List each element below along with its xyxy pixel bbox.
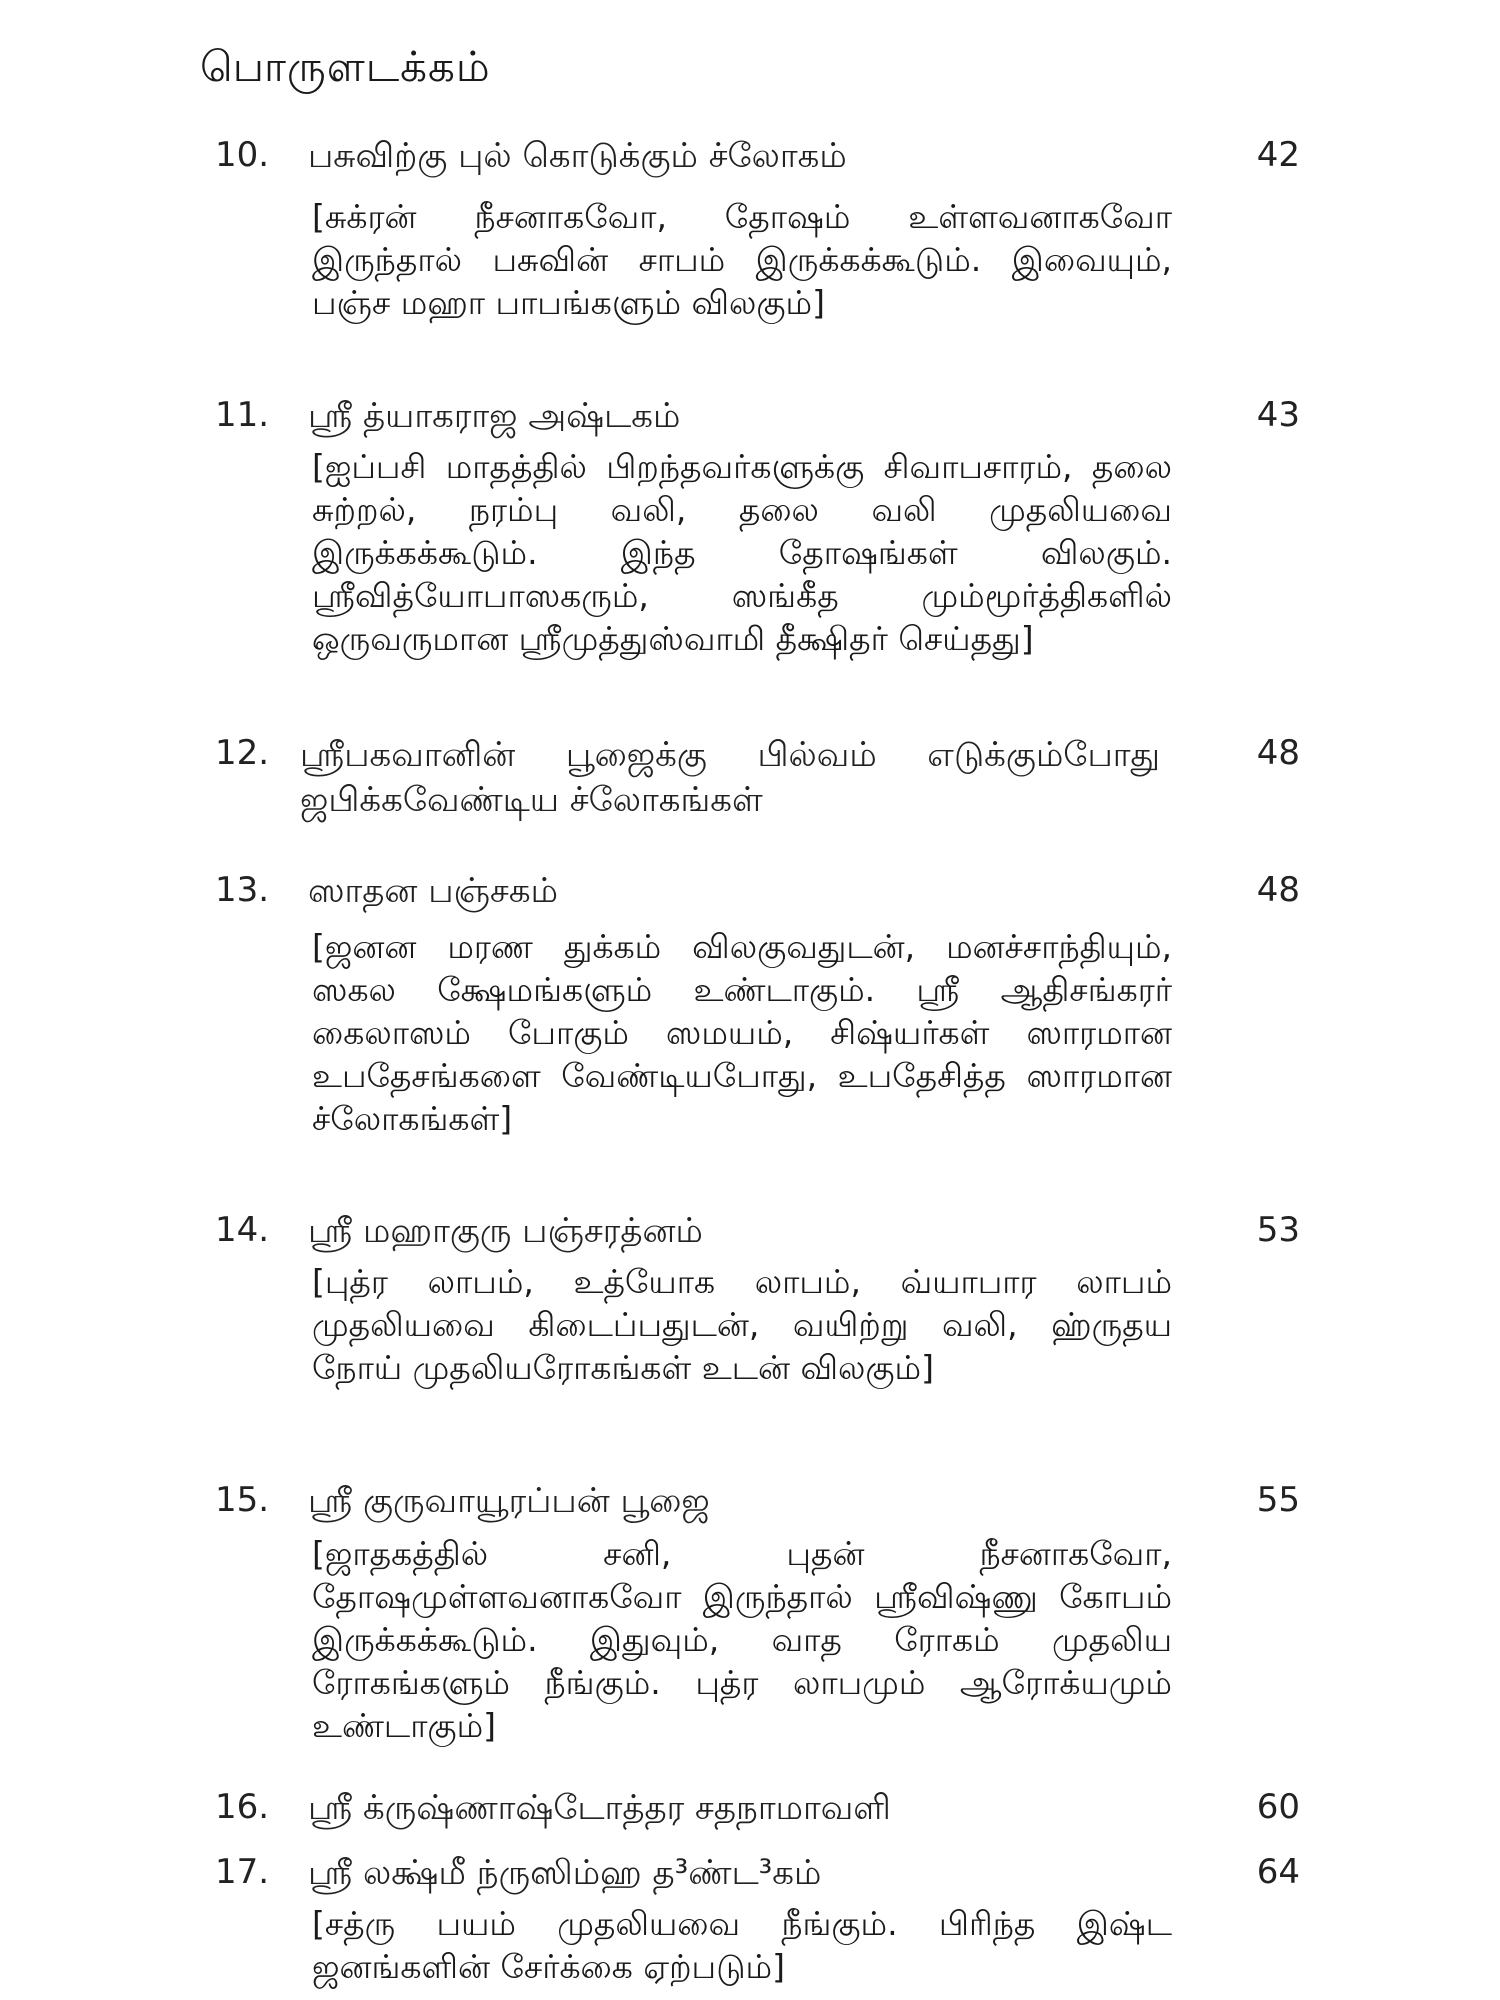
entry-description: [ஜாதகத்தில் சனி, புதன் நீசனாகவோ, தோஷமுள்ளவனாகவோ இருந்தால் ஸ்ரீவிஷ்ணு கோபம் இருக்கக்கூடும். இதுவும், வாத ரோகம் முதலிய ரோகங்களும் நீங்கும். புத்ர லாபமும் ஆரோக்யமும் உண்டாகும்] — [312, 1534, 1172, 1745]
entry-description: [ஜனன மரண துக்கம் விலகுவதுடன், மனச்சாந்தியும், ஸகல க்ஷேமங்களும் உண்டாகும். ஸ்ரீ ஆதிசங்கரர் கைலாஸம் போகும் ஸமயம், சிஷ்யர்கள் ஸாரமான உபதேசங்களை வேண்டியபோது, உபதேசித்த ஸாரமான ச்லோகங்கள்] — [312, 927, 1172, 1138]
entry-title: பசுவிற்கு புல் கொடுக்கும் ச்லோகம் — [308, 136, 847, 176]
entry-number: 15. — [215, 1480, 270, 1520]
entry-page-number: 53 — [1256, 1210, 1300, 1250]
page-heading: பொருளடக்கம் — [200, 42, 491, 91]
entry-number: 14. — [215, 1210, 270, 1250]
entry-page-number: 60 — [1256, 1787, 1300, 1827]
entry-description: [ஐப்பசி மாதத்தில் பிறந்தவர்களுக்கு சிவாபசாரம், தலை சுற்றல், நரம்பு வலி, தலை வலி முதலியவை இருக்கக்கூடும். இந்த தோஷங்கள் விலகும். ஸ்ரீவித்யோபாஸகரும், ஸங்கீத மும்மூர்த்திகளில் ஒருவருமான ஸ்ரீமுத்துஸ்வாமி தீக்ஷிதர் செய்தது] — [312, 447, 1172, 658]
entry-number: 12. — [215, 733, 270, 773]
entry-title: ஸ்ரீபகவானின் பூஜைக்கு பில்வம் எடுக்கும்போது ஜபிக்கவேண்டிய ச்லோகங்கள் — [300, 735, 1160, 820]
entry-number: 16. — [215, 1787, 270, 1827]
entry-number: 10. — [215, 135, 270, 175]
entry-title: ஸாதன பஞ்சகம் — [308, 871, 558, 911]
entry-title: ஸ்ரீ குருவாயூரப்பன் பூஜை — [308, 1481, 710, 1521]
entry-title: ஸ்ரீ லக்ஷ்மீ ந்ருஸிம்ஹ த³ண்ட³கம் — [308, 1853, 822, 1893]
entry-page-number: 42 — [1256, 135, 1300, 175]
entry-page-number: 55 — [1256, 1480, 1300, 1520]
entry-number: 11. — [215, 395, 270, 435]
entry-page-number: 48 — [1256, 870, 1300, 910]
entry-page-number: 64 — [1256, 1852, 1300, 1892]
entry-page-number: 43 — [1256, 395, 1300, 435]
entry-title: ஸ்ரீ மஹாகுரு பஞ்சரத்னம் — [308, 1211, 703, 1251]
entry-number: 13. — [215, 870, 270, 910]
entry-page-number: 48 — [1256, 733, 1300, 773]
entry-description: [சுக்ரன் நீசனாகவோ, தோஷம் உள்ளவனாகவோ இருந்தால் பசுவின் சாபம் இருக்கக்கூடும். இவையும், பஞ்ச மஹா பாபங்களும் விலகும்] — [312, 197, 1172, 322]
entry-number: 17. — [215, 1852, 270, 1892]
entry-description: [சத்ரு பயம் முதலியவை நீங்கும். பிரிந்த இஷ்ட ஜனங்களின் சேர்க்கை ஏற்படும்] — [312, 1904, 1172, 1986]
entry-title: ஸ்ரீ த்யாகராஜ அஷ்டகம் — [308, 396, 681, 436]
entry-title: ஸ்ரீ க்ருஷ்ணாஷ்டோத்தர சதநாமாவளி — [308, 1788, 891, 1828]
entry-description: [புத்ர லாபம், உத்யோக லாபம், வ்யாபார லாபம் முதலியவை கிடைப்பதுடன், வயிற்று வலி, ஹ்ருதய நோய் முதலியரோகங்கள் உடன் விலகும்] — [312, 1262, 1172, 1387]
